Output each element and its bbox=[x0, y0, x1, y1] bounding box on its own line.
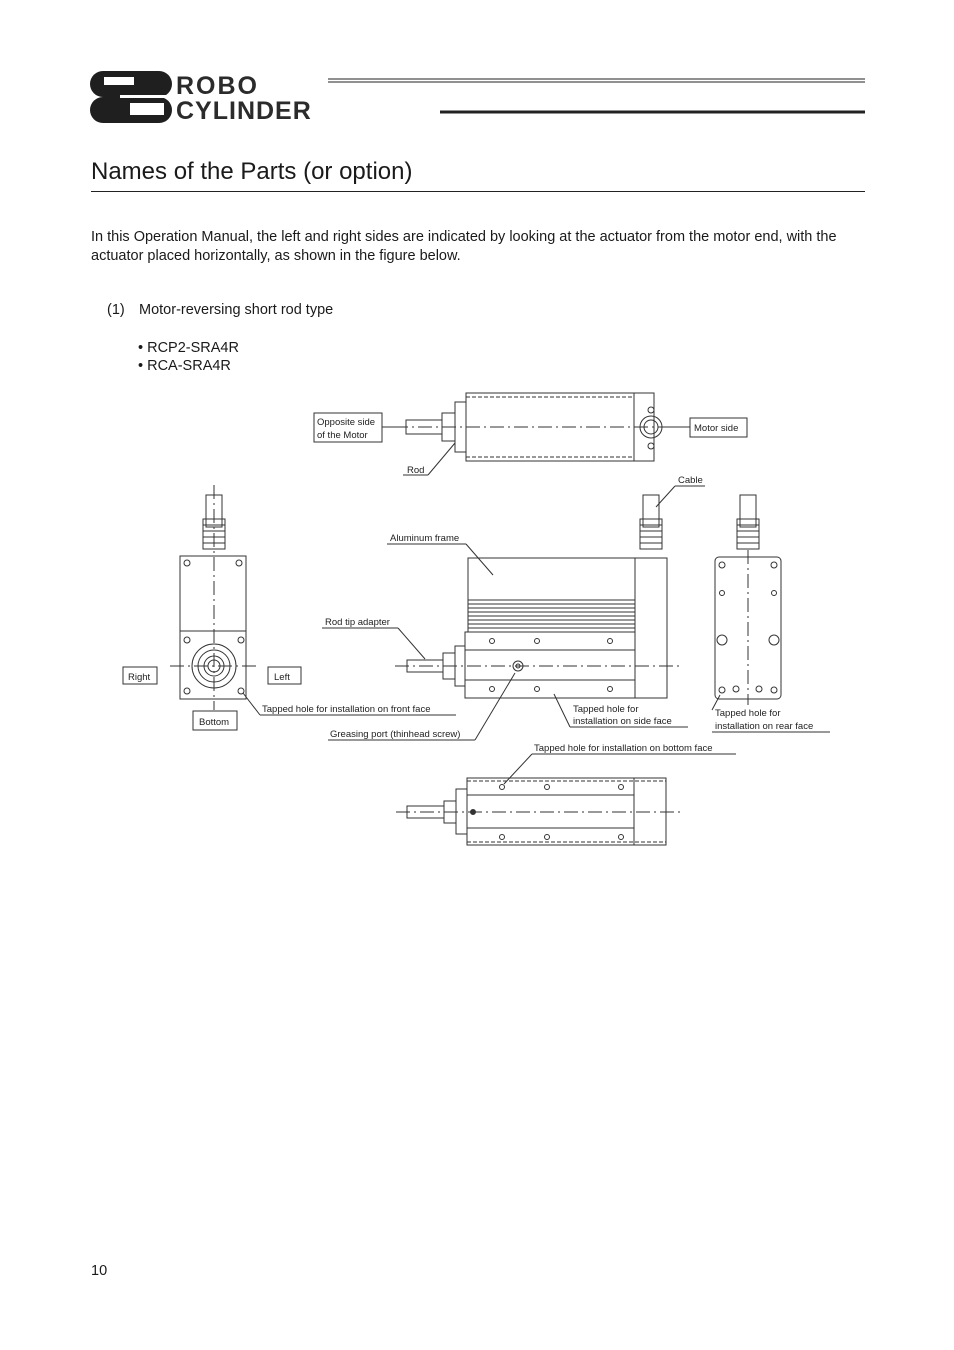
aluminum-frame-callout bbox=[387, 533, 493, 575]
side-face-hole-callout bbox=[554, 694, 688, 727]
logo-line-2: CYLINDER bbox=[176, 97, 312, 124]
front-face-hole-callout bbox=[243, 693, 456, 715]
left-callout bbox=[268, 667, 301, 684]
rear-face-hole-label-2: installation on rear face bbox=[715, 721, 814, 732]
side-face-hole-label-2: installation on side face bbox=[573, 716, 672, 727]
opposite-side-label-2: of the Motor bbox=[317, 430, 368, 441]
rod-label: Rod bbox=[407, 465, 425, 476]
right-label: Right bbox=[128, 672, 151, 683]
right-callout bbox=[123, 667, 157, 684]
bottom-view bbox=[396, 778, 680, 845]
front-view bbox=[170, 485, 260, 710]
page-title: Names of the Parts (or option) bbox=[91, 158, 413, 185]
rod-tip-adapter-callout bbox=[322, 617, 425, 659]
rear-view bbox=[715, 495, 781, 705]
left-label: Left bbox=[274, 672, 290, 683]
model-item: • RCP2-SRA4R bbox=[138, 340, 239, 356]
rod-callout bbox=[403, 443, 455, 476]
motor-side-callout bbox=[668, 418, 747, 437]
logo-line-1: ROBO bbox=[176, 72, 259, 100]
intro-paragraph: In this Operation Manual, the left and right sides are indicated by looking at the actuator from the motor end, with the actuator placed horizontally, as shown in the figure below. bbox=[91, 229, 837, 264]
opposite-side-callout bbox=[314, 413, 396, 442]
side-view bbox=[395, 495, 680, 698]
side-face-hole-label-1: Tapped hole for bbox=[573, 704, 639, 715]
section-heading bbox=[107, 302, 333, 318]
opposite-side-label-1: Opposite side bbox=[317, 417, 376, 428]
motor-side-label: Motor side bbox=[694, 423, 739, 434]
section-title: Motor-reversing short rod type bbox=[139, 302, 334, 318]
parts-diagram bbox=[100, 385, 860, 860]
greasing-port-label: Greasing port (thinhead screw) bbox=[330, 729, 461, 740]
robo-cylinder-logo bbox=[90, 68, 865, 124]
page-number: 10 bbox=[91, 1263, 108, 1279]
bottom-callout bbox=[193, 711, 237, 730]
top-view bbox=[394, 393, 680, 461]
section-number: (1) bbox=[107, 302, 125, 318]
model-item: • RCA-SRA4R bbox=[138, 358, 231, 374]
rear-face-hole-callout bbox=[712, 695, 830, 732]
model-list bbox=[138, 339, 239, 375]
cable-label: Cable bbox=[678, 475, 703, 486]
title-rule bbox=[91, 191, 865, 192]
bottom-face-hole-label: Tapped hole for installation on bottom face bbox=[534, 743, 713, 754]
rod-tip-adapter-label: Rod tip adapter bbox=[325, 617, 390, 628]
bottom-label: Bottom bbox=[199, 717, 230, 728]
cable-callout bbox=[656, 475, 705, 507]
front-face-hole-label: Tapped hole for installation on front face bbox=[262, 704, 431, 715]
aluminum-frame-label: Aluminum frame bbox=[390, 533, 460, 544]
rear-face-hole-label-1: Tapped hole for bbox=[715, 708, 781, 719]
